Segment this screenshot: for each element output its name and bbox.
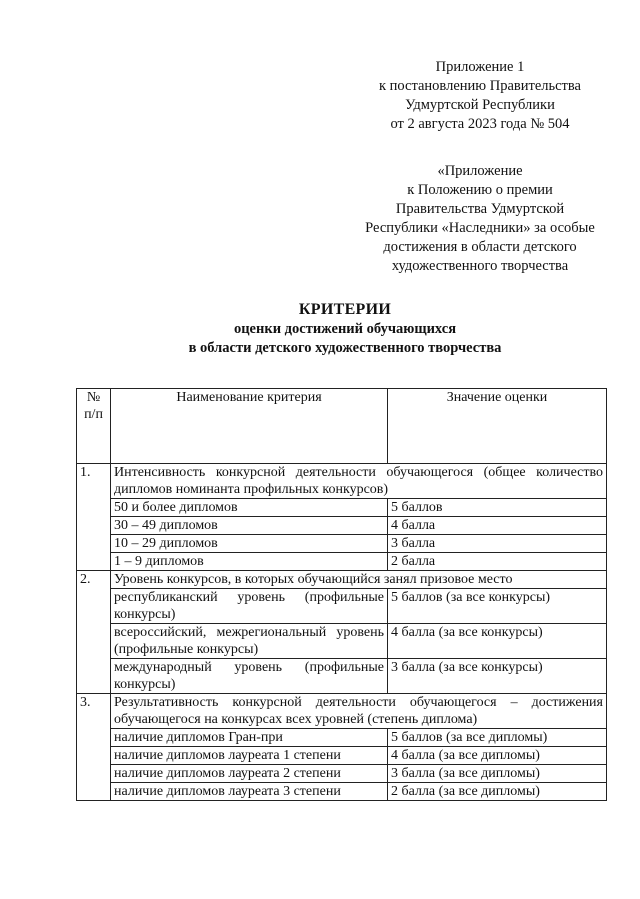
criteria-table xyxy=(76,388,607,801)
document-title xyxy=(40,300,640,358)
header-name: Наименование критерия xyxy=(111,389,388,464)
criterion-score: 4 балла (за все конкурсы) xyxy=(388,624,607,659)
table-row xyxy=(77,659,607,694)
criterion-score: 2 балла (за все дипломы) xyxy=(388,783,607,801)
table-row xyxy=(77,783,607,801)
table-row xyxy=(77,553,607,571)
criterion-score: 4 балла xyxy=(388,517,607,535)
section-row xyxy=(77,694,607,729)
criterion-score: 4 балла (за все дипломы) xyxy=(388,747,607,765)
appendix-header xyxy=(355,58,605,134)
criterion-name: наличие дипломов лауреата 2 степени xyxy=(111,765,388,783)
header-score: Значение оценки xyxy=(388,389,607,464)
regulation-header-line: к Положению о премии xyxy=(407,182,553,198)
title-subtitle: в области детского художественного творчества xyxy=(188,340,502,356)
criterion-name: 1 – 9 дипломов xyxy=(111,553,388,571)
title-subtitle: оценки достижений обучающихся xyxy=(233,321,457,337)
table-row xyxy=(77,624,607,659)
section-title: Результативность конкурсной деятельности обучающегося – достижения обучающегося на конкурсах всех уровней (степень диплома) xyxy=(111,694,607,729)
table-row xyxy=(77,765,607,783)
regulation-header-line: достижения в области детского xyxy=(383,239,577,255)
table-header-row xyxy=(77,389,607,464)
header-num: № п/п xyxy=(77,389,111,464)
criterion-name: 30 – 49 дипломов xyxy=(111,517,388,535)
criterion-name: международный уровень (профильные конкурсы) xyxy=(111,659,388,694)
table-row xyxy=(77,499,607,517)
regulation-header-line: Правительства Удмуртской xyxy=(395,201,565,217)
regulation-header-line: «Приложение xyxy=(437,163,523,179)
section-title: Интенсивность конкурсной деятельности обучающегося (общее количество дипломов номинанта профильных конкурсов) xyxy=(111,464,607,499)
table-row xyxy=(77,517,607,535)
criterion-score: 2 балла xyxy=(388,553,607,571)
criterion-score: 3 балла (за все дипломы) xyxy=(388,765,607,783)
section-title: Уровень конкурсов, в которых обучающийся занял призовое место xyxy=(111,571,607,589)
table-row xyxy=(77,729,607,747)
section-number: 1. xyxy=(77,464,111,571)
section-number: 2. xyxy=(77,571,111,694)
criterion-score: 3 балла (за все конкурсы) xyxy=(388,659,607,694)
criterion-name: наличие дипломов Гран-при xyxy=(111,729,388,747)
section-number: 3. xyxy=(77,694,111,801)
criterion-name: всероссийский, межрегиональный уровень (профильные конкурсы) xyxy=(111,624,388,659)
criterion-name: наличие дипломов лауреата 1 степени xyxy=(111,747,388,765)
table-row xyxy=(77,747,607,765)
criterion-score: 5 баллов (за все конкурсы) xyxy=(388,589,607,624)
regulation-header-line: Республики «Наследники» за особые xyxy=(365,220,595,236)
table-row xyxy=(77,589,607,624)
section-row xyxy=(77,571,607,589)
appendix-header-line: от 2 августа 2023 года № 504 xyxy=(390,116,570,132)
appendix-header-line: к постановлению Правительства xyxy=(379,78,581,94)
regulation-header xyxy=(345,162,615,276)
appendix-header-line: Удмуртской Республики xyxy=(405,97,555,113)
title-main: КРИТЕРИИ xyxy=(298,301,392,318)
criterion-name: наличие дипломов лауреата 3 степени xyxy=(111,783,388,801)
criterion-score: 5 баллов xyxy=(388,499,607,517)
criterion-name: 10 – 29 дипломов xyxy=(111,535,388,553)
section-row xyxy=(77,464,607,499)
criterion-name: республиканский уровень (профильные конкурсы) xyxy=(111,589,388,624)
criterion-name: 50 и более дипломов xyxy=(111,499,388,517)
table-row xyxy=(77,535,607,553)
regulation-header-line: художественного творчества xyxy=(391,258,569,274)
appendix-header-line: Приложение 1 xyxy=(435,59,525,75)
criterion-score: 5 баллов (за все дипломы) xyxy=(388,729,607,747)
criterion-score: 3 балла xyxy=(388,535,607,553)
